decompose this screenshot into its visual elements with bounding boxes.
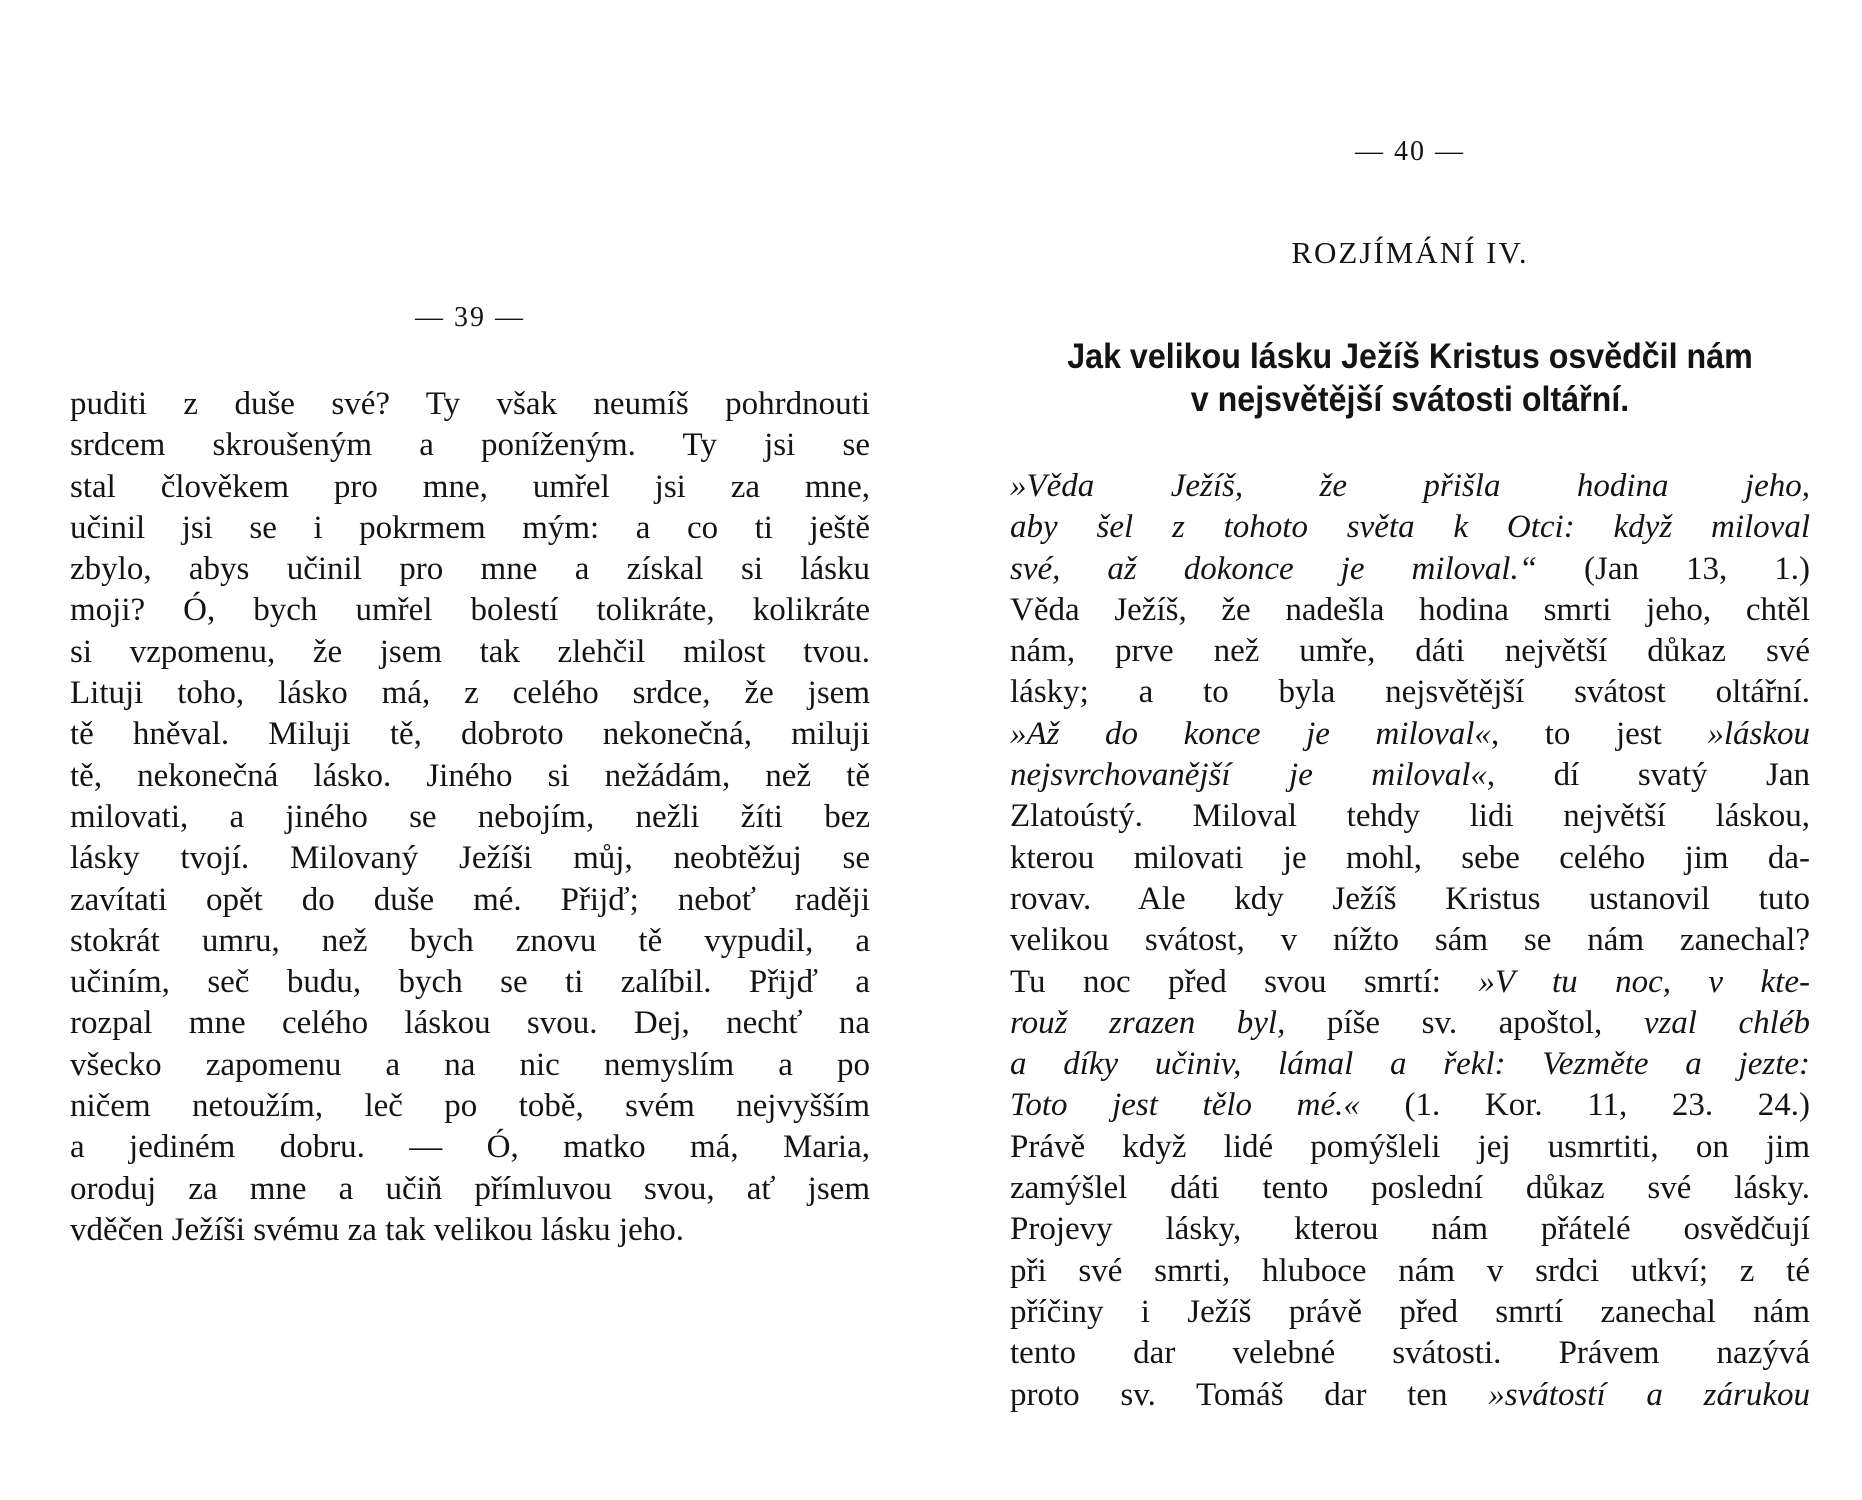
chapter-title [1042, 335, 1778, 421]
text-line [1010, 672, 1810, 713]
italic-text-segment: rouž zrazen byl, [1010, 1004, 1286, 1041]
left-page-body [70, 384, 870, 1251]
text-segment: srdcem skroušeným a poníženým. Ty jsi se [70, 427, 870, 464]
text-line [70, 1127, 870, 1168]
text-segment: tě, nekonečná lásko. Jiného si nežádám, než tě [70, 757, 870, 794]
text-line [1010, 631, 1810, 672]
text-line [70, 962, 870, 1003]
page-number-left: — 39 — [415, 302, 525, 333]
text-segment: zavítati opět do duše mé. Přijď; neboť raději [70, 881, 870, 918]
text-segment: Zlatoústý. Miloval tehdy lidi největší láskou, [1010, 798, 1810, 835]
text-segment: zbylo, abys učinil pro mne a získal si lásku [70, 551, 870, 588]
text-line [70, 1045, 870, 1086]
text-line [1010, 1375, 1810, 1416]
text-line [70, 1169, 870, 1210]
text-segment: si vzpomenu, že jsem tak zlehčil milost tvou. [70, 633, 870, 670]
page-number-right: — 40 — [1355, 136, 1465, 167]
text-segment: proto sv. Tomáš dar ten [1010, 1376, 1489, 1413]
chapter-title-line: Jak velikou lásku Ježíš Kristus osvědčil nám [1067, 337, 1753, 376]
text-segment: Tu noc před svou smrtí: [1010, 963, 1479, 1000]
text-line [1010, 714, 1810, 755]
text-line [70, 756, 870, 797]
text-line [70, 838, 870, 879]
text-segment: kterou milovati je mohl, sebe celého jim da- [1010, 839, 1810, 876]
text-line [1010, 1003, 1810, 1044]
text-line [1010, 1333, 1810, 1374]
italic-text-segment: a díky učiniv, lámal a řekl: Vezměte a jezte: [1010, 1046, 1810, 1083]
text-line [70, 673, 870, 714]
text-segment: moji? Ó, bych umřel bolestí tolikráte, kolikráte [70, 592, 870, 629]
text-line [1010, 1127, 1810, 1168]
text-line [70, 508, 870, 549]
text-line [70, 880, 870, 921]
text-line [70, 1086, 870, 1127]
text-line [70, 714, 870, 755]
italic-text-segment: »láskou [1707, 715, 1810, 752]
text-segment: ničem netoužím, leč po tobě, svém nejvyšším [70, 1088, 870, 1125]
text-segment: zamýšlel dáti tento poslední důkaz své lásky. [1010, 1170, 1810, 1207]
text-segment: a jediném dobru. — Ó, matko má, Maria, [70, 1129, 870, 1166]
text-segment: vděčen Ježíši svému za tak velikou lásku jeho. [70, 1211, 684, 1248]
text-segment: tě hněval. Miluji tě, dobroto nekonečná, miluji [70, 716, 870, 753]
text-line [1010, 466, 1810, 507]
italic-text-segment: »Až do konce je miloval« [1010, 715, 1491, 752]
text-line [1010, 1292, 1810, 1333]
text-line [1010, 590, 1810, 631]
chapter-label: ROZJÍMÁNÍ IV. [1291, 235, 1529, 270]
text-line [1010, 1168, 1810, 1209]
text-segment: píše sv. apoštol, [1285, 1004, 1644, 1041]
text-line [70, 921, 870, 962]
text-line [1010, 879, 1810, 920]
text-line [1010, 549, 1810, 590]
italic-text-segment: »V tu noc, v kte- [1478, 963, 1810, 1000]
text-segment: rovav. Ale kdy Ježíš Kristus ustanovil tuto [1010, 880, 1810, 917]
text-line [1010, 796, 1810, 837]
text-segment: nám, prve než umře, dáti největší důkaz své [1010, 633, 1810, 670]
text-segment: příčiny i Ježíš právě před smrtí zanechal nám [1010, 1293, 1810, 1330]
right-page-body [1010, 466, 1810, 1416]
text-segment: rozpal mne celého láskou svou. Dej, nechť na [70, 1005, 870, 1042]
text-segment: stokrát umru, než bych znovu tě vypudil, a [70, 922, 870, 959]
text-line [1010, 920, 1810, 961]
text-segment: učiním, seč budu, bych se ti zalíbil. Přijď a [70, 964, 870, 1001]
chapter-title-line: v nejsvětější svátosti oltářní. [1190, 380, 1630, 419]
italic-text-segment: vzal chléb [1643, 1004, 1811, 1041]
text-line [70, 590, 870, 631]
text-segment: (Jan 13, 1.) [1537, 550, 1810, 587]
text-segment: Právě když lidé pomýšleli jej usmrtiti, on jim [1010, 1128, 1810, 1165]
text-line [70, 1210, 870, 1251]
text-line [1010, 962, 1810, 1003]
text-line [1010, 838, 1810, 879]
italic-text-segment: Toto jest tělo mé.« [1010, 1087, 1360, 1124]
text-segment: Lituji toho, lásko má, z celého srdce, že jsem [70, 675, 870, 712]
text-line [70, 797, 870, 838]
italic-text-segment: aby šel z tohoto světa k Otci: když miloval [1010, 509, 1810, 546]
text-segment: všecko zapomenu a na nic nemyslím a po [70, 1046, 870, 1083]
text-segment: oroduj za mne a učiň přímluvou svou, ať jsem [70, 1170, 870, 1207]
italic-text-segment: »svátostí a zárukou [1488, 1376, 1810, 1413]
text-segment: (1. Kor. 11, 23. 24.) [1359, 1087, 1810, 1124]
text-line [1010, 1251, 1810, 1292]
text-line [1010, 1209, 1810, 1250]
text-line [1010, 755, 1810, 796]
text-segment: puditi z duše své? Ty však neumíš pohrdnouti [70, 386, 870, 422]
text-segment: učinil jsi se i pokrmem mým: a co ti ještě [70, 509, 870, 546]
text-segment: , to jest [1490, 715, 1708, 752]
text-line [70, 467, 870, 508]
text-line [1010, 1044, 1810, 1085]
text-segment: stal člověkem pro mne, umřel jsi za mne, [70, 468, 870, 505]
italic-text-segment: své, až dokonce je miloval.“ [1010, 550, 1538, 587]
text-line [1010, 507, 1810, 548]
text-segment: velikou svátost, v nížto sám se nám zanechal? [1010, 922, 1810, 959]
text-segment: Věda Ježíš, že nadešla hodina smrti jeho, chtěl [1010, 591, 1810, 628]
text-segment: Projevy lásky, kterou nám přátelé osvědčují [1010, 1211, 1810, 1248]
text-segment: tento dar velebné svátosti. Právem nazývá [1010, 1335, 1810, 1372]
text-segment: lásky tvojí. Milovaný Ježíši můj, neobtěžuj se [70, 840, 870, 877]
text-segment: při své smrti, hluboce nám v srdci utkví; z té [1010, 1252, 1810, 1289]
text-line [70, 384, 870, 425]
text-segment: milovati, a jiného se nebojím, nežli žíti bez [70, 798, 870, 835]
text-line [70, 632, 870, 673]
text-line [70, 549, 870, 590]
text-line [70, 1003, 870, 1044]
text-line [1010, 1085, 1810, 1126]
italic-text-segment: »Věda Ježíš, že přišla hodina jeho, [1010, 468, 1810, 504]
text-segment: , dí svatý Jan [1486, 757, 1810, 794]
text-segment: lásky; a to byla nejsvětější svátost oltářní. [1010, 674, 1810, 711]
text-line [70, 425, 870, 466]
italic-text-segment: nejsvrchovanější je miloval« [1010, 757, 1487, 794]
